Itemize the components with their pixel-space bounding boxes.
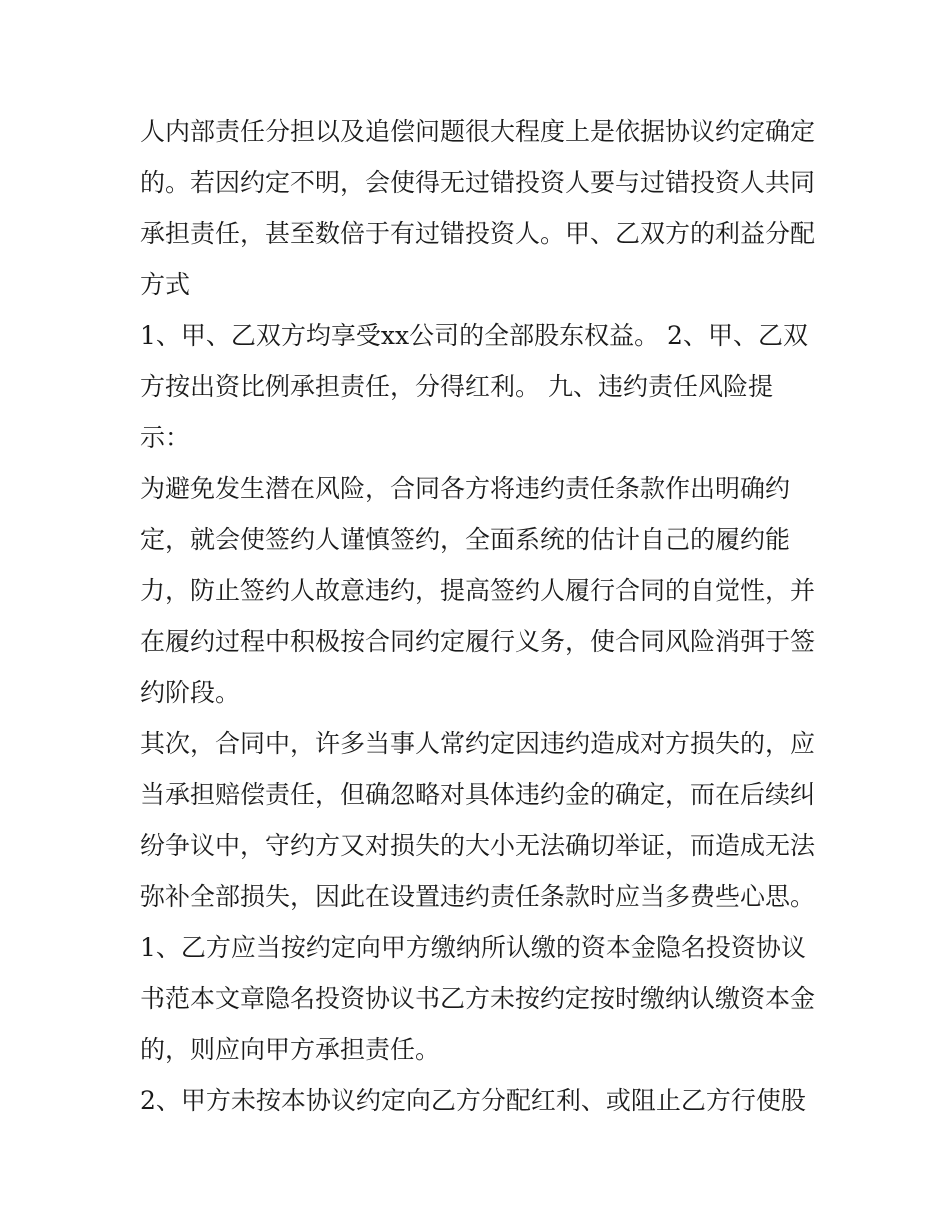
text-line-13: 其次，合同中，许多当事人常约定因违约造成对方损失的，应 <box>140 729 816 758</box>
text-line-20: 2、甲方未按本协议约定向乙方分配红利、或阻止乙方行使股 <box>140 1086 806 1115</box>
text-line-16: 弥补全部损失，因此在设置违约责任条款时应当多费些心思。 <box>140 882 816 911</box>
text-line-3: 承担责任，甚至数倍于有过错投资人。甲、乙双方的利益分配 <box>140 219 816 248</box>
text-line-10: 力，防止签约人故意违约，提高签约人履行合同的自觉性，并 <box>140 576 816 605</box>
document-body <box>140 106 820 1126</box>
text-line-5: 1、甲、乙双方均享受xx公司的全部股东权益。 2、甲、乙双 <box>140 321 808 350</box>
text-line-12: 约阶段。 <box>140 678 241 707</box>
text-line-15: 纷争议中，守约方又对损失的大小无法确切举证，而造成无法 <box>140 831 816 860</box>
text-line-8: 为避免发生潜在风险，合同各方将违约责任条款作出明确约 <box>140 474 791 503</box>
text-line-2: 的。若因约定不明，会使得无过错投资人要与过错投资人共同 <box>140 168 816 197</box>
text-line-1: 人内部责任分担以及追偿问题很大程度上是依据协议约定确定 <box>140 117 816 146</box>
text-line-6: 方按出资比例承担责任，分得红利。 九、违约责任风险提 <box>140 372 773 401</box>
text-line-14: 当承担赔偿责任，但确忽略对具体违约金的确定，而在后续纠 <box>140 780 816 809</box>
text-line-18: 书范本文章隐名投资协议书乙方未按约定按时缴纳认缴资本金 <box>140 984 816 1013</box>
text-line-9: 定，就会使签约人谨慎签约，全面系统的估计自己的履约能 <box>140 525 791 554</box>
text-line-11: 在履约过程中积极按合同约定履行义务，使合同风险消弭于签 <box>140 627 816 656</box>
text-line-7: 示： <box>140 423 191 452</box>
text-line-19: 的，则应向甲方承担责任。 <box>140 1035 441 1064</box>
text-line-17: 1、乙方应当按约定向甲方缴纳所认缴的资本金隐名投资协议 <box>140 933 806 962</box>
text-line-4: 方式 <box>140 270 191 299</box>
